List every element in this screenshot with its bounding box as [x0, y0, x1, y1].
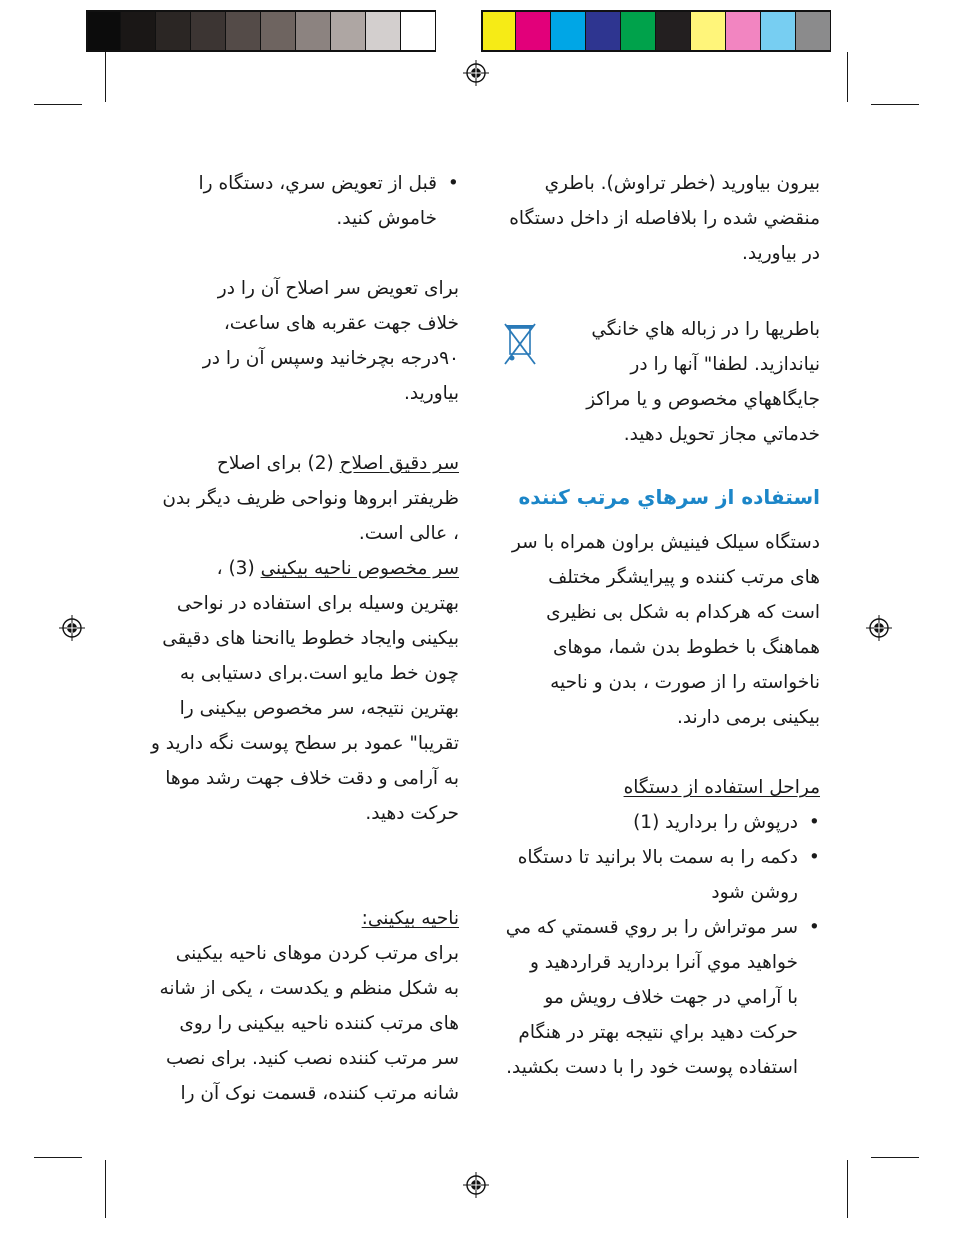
text-line: ، عالی است.: [358, 523, 459, 544]
color-swatch: [156, 12, 191, 50]
text-line: چون خط مایو است.برای دستیابی به: [179, 663, 459, 684]
color-swatch: [761, 12, 796, 50]
crop-mark: [105, 1160, 106, 1218]
text-line: دستگاه سیلک فینیش براون همراه با سر: [511, 532, 820, 553]
text-line: ناخواسته را از صورت ، بدن و ناحیه: [550, 672, 820, 693]
left-column: [132, 166, 459, 1111]
crossed-out-wheelie-bin-icon: [500, 320, 540, 370]
registration-mark-icon: [463, 1172, 489, 1198]
precision-head-title: سر دقیق اصلاح: [339, 453, 459, 474]
crop-mark: [34, 1157, 82, 1158]
text-line: های مرتب کننده و پیرایشگر مختلف: [548, 567, 820, 588]
text-line: • درپوش را بردارید (1): [633, 812, 798, 833]
battery-disposal-note: [490, 312, 820, 452]
text-line: های مرتب کننده ناحیه بیکینی را روی: [179, 1013, 459, 1034]
text-line: است که هرکدام به شکل بی نظیری: [546, 602, 820, 623]
color-swatch: [586, 12, 621, 50]
crop-mark: [871, 1157, 919, 1158]
text-line: منقضي شده را بلافاصله از داخل دستگاه: [509, 208, 820, 229]
list-item: [490, 805, 820, 840]
text-line: خاموش کنید.: [336, 208, 437, 229]
text-line: برای تعویض سر اصلاح آن را در: [217, 278, 459, 299]
text-fragment: (2) برای اصلاح: [216, 453, 340, 474]
bikini-head-title: سر مخصوص ناحیه بیکینی: [260, 558, 459, 579]
color-swatch: [121, 12, 156, 50]
text-line: به آرامی و دقت خلاف جهت رشد موها: [165, 768, 459, 789]
text-line: • قبل از تعویض سري، دستگاه را: [198, 173, 437, 194]
text-line: در بیاورید.: [741, 243, 820, 264]
text-line: ۹۰درجه بچرخانید وسپس آن را در: [202, 348, 459, 369]
grayscale-color-bar: [86, 10, 436, 52]
text-line: • سر موتراش را بر روي قسمتي که مي: [505, 917, 798, 938]
steps-title: مراحل استفاده از دستگاه: [623, 777, 820, 798]
color-swatch: [401, 12, 436, 50]
registration-mark-icon: [866, 615, 892, 641]
color-swatch: [331, 12, 366, 50]
text-line: ظریفتر ابروها ونواحی ظریف دیگر بدن: [162, 488, 459, 509]
text-line: [132, 551, 459, 586]
text-line: با آرامي در جهت خلاف رویش مو: [544, 987, 798, 1008]
color-swatch: [366, 12, 401, 50]
color-swatch: [191, 12, 226, 50]
text-line: بیاورید.: [404, 383, 459, 404]
color-swatch: [86, 12, 121, 50]
text-line: خلاف جهت عقربه های ساعت،: [223, 313, 459, 334]
text-line: روشن شود: [711, 882, 798, 903]
color-swatch: [551, 12, 586, 50]
text-line: بیرون بیاورید (خطر تراوش). باطري: [544, 173, 820, 194]
color-swatch: [261, 12, 296, 50]
color-swatch: [481, 12, 516, 50]
crop-mark: [871, 104, 919, 105]
text-line: به شکل منظم و یکدست ، یکی از شانه: [159, 978, 459, 999]
text-line: استفاده پوست خود را با دست بکشید.: [506, 1057, 798, 1078]
crop-mark: [105, 52, 106, 102]
text-line: هماهنگ با خطوط بدن شما، موهای: [552, 637, 820, 658]
steps-list: [490, 805, 820, 1085]
text-fragment: (3) ،: [216, 558, 261, 579]
color-swatch: [726, 12, 761, 50]
process-color-bar: [481, 10, 831, 52]
text-line: بیکینی برمی دارند.: [676, 707, 820, 728]
color-swatch: [621, 12, 656, 50]
text-line: شانه مرتب کننده، قسمت نوک آن را: [180, 1083, 459, 1104]
text-line: • دکمه را به سمت بالا برانید تا دستگاه: [517, 847, 798, 868]
text-line: [132, 446, 459, 481]
registration-mark-icon: [463, 60, 489, 86]
color-swatch: [516, 12, 551, 50]
color-swatch: [226, 12, 261, 50]
color-swatch: [796, 12, 831, 50]
crop-mark: [847, 1160, 848, 1218]
text-line: بهترین وسیله برای استفاده در نواحی: [176, 593, 459, 614]
right-column: [490, 166, 820, 1085]
section-heading: استفاده از سرهاي مرتب کننده: [518, 485, 820, 509]
text-line: خدماتي مجاز تحویل دهید.: [623, 424, 820, 445]
text-line: تقریبا" عمود بر سطح پوست نگه دارید و: [150, 733, 459, 754]
bikini-area-title: ناحیه بیکینی:: [361, 908, 459, 929]
text-line: حرکت دهید براي نتیجه بهتر در هنگام: [518, 1022, 798, 1043]
crop-mark: [34, 104, 82, 105]
text-line: حرکت دهید.: [365, 803, 459, 824]
list-item: [132, 166, 459, 236]
text-line: بهترین نتیجه، سر مخصوص بیکینی را: [179, 698, 459, 719]
text-line: بیکینی وایجاد خطوط یاانحنا های دقیقی: [162, 628, 459, 649]
color-swatch: [296, 12, 331, 50]
crop-mark: [847, 52, 848, 102]
color-swatch: [656, 12, 691, 50]
registration-mark-icon: [59, 615, 85, 641]
text-line: سر مرتب کننده نصب کنید. برای نصب: [165, 1048, 459, 1069]
text-line: نیاندازید. لطفا" آنها را در: [630, 354, 820, 375]
list-item: [490, 910, 820, 1085]
text-line: برای مرتب کردن موهای ناحیه بیکینی: [175, 943, 459, 964]
text-line: باطریها را در زباله هاي خانگي: [591, 319, 820, 340]
color-swatch: [691, 12, 726, 50]
text-line: جایگاههاي مخصوص و یا مراکز: [586, 389, 820, 410]
bullet-list: [132, 166, 459, 236]
text-line: خواهید موي آنرا بردارید قراردهید و: [529, 952, 798, 973]
list-item: [490, 840, 820, 910]
